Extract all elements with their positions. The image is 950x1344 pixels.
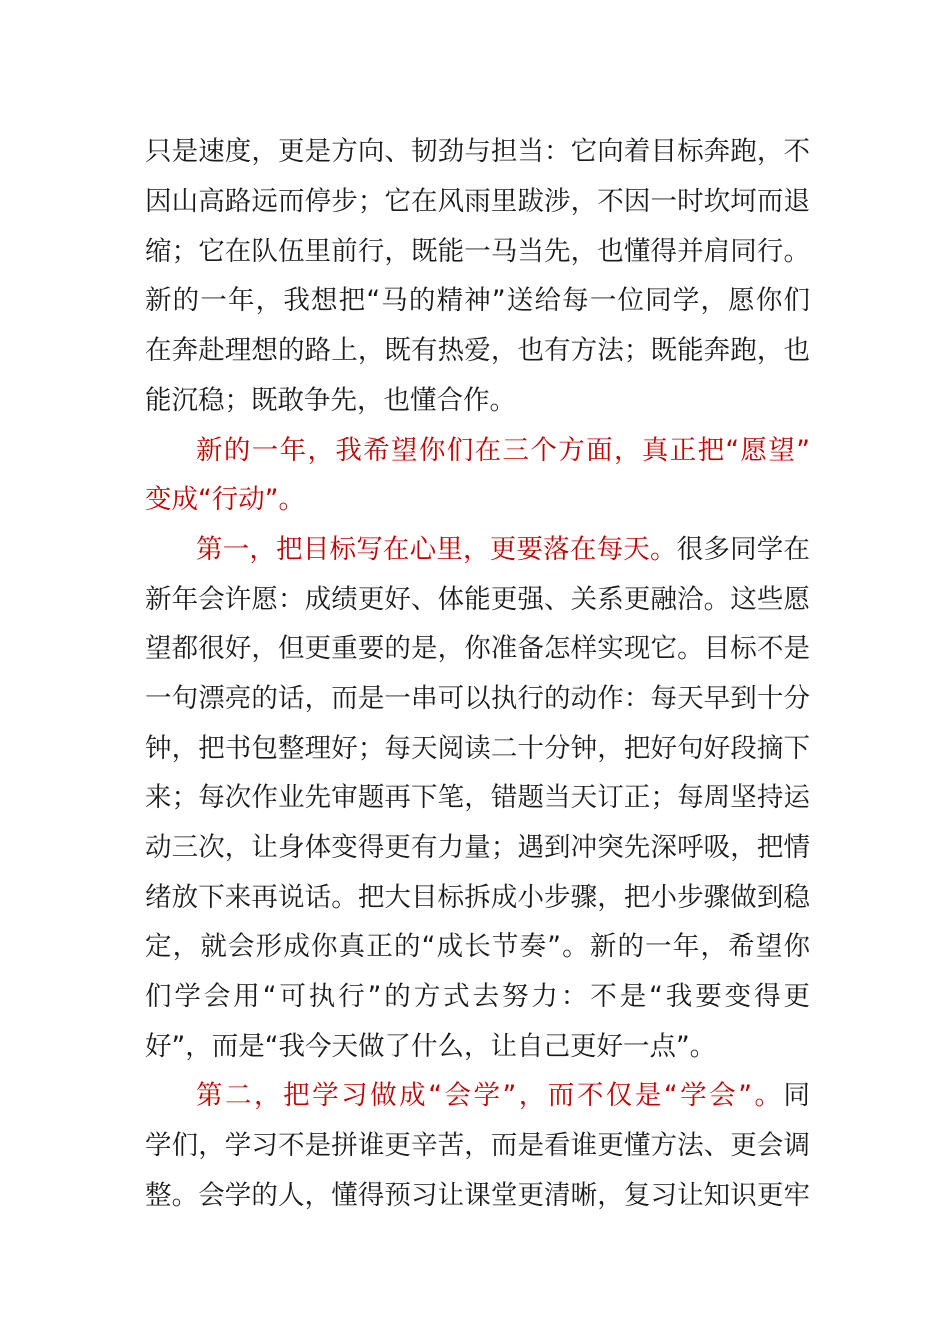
heading-line: [196, 426, 810, 476]
highlight-segment: 变成“行动”。: [145, 484, 305, 515]
text-line: [145, 276, 810, 326]
text-segment: 能沉稳；既敢争先，也懂合作。: [145, 385, 516, 416]
text-line: [145, 326, 810, 376]
text-line: [145, 823, 810, 873]
text-line: [145, 1022, 810, 1072]
text-segment: 定，就会形成你真正的“成长节奏”。新的一年，希望你: [145, 931, 810, 962]
text-segment: 望都很好，但更重要的是，你准备怎样实现它。目标不是: [145, 633, 810, 664]
text-line: [196, 1071, 810, 1121]
text-line: [145, 575, 810, 625]
highlight-segment: 第一，把目标写在心里，更要落在每天。: [196, 534, 677, 565]
text-line: [196, 525, 810, 575]
heading-line: [145, 475, 810, 525]
text-line: [145, 376, 810, 426]
text-line: [145, 674, 810, 724]
text-segment: 们学会用“可执行”的方式去努力：不是“我要变得更: [145, 981, 810, 1012]
text-line: [145, 227, 810, 277]
text-segment: 新年会许愿：成绩更好、体能更强、关系更融洽。这些愿: [145, 584, 810, 615]
text-segment: 因山高路远而停步；它在风雨里跋涉，不因一时坎坷而退: [145, 186, 810, 217]
text-line: [145, 972, 810, 1022]
text-segment: 绪放下来再说话。把大目标拆成小步骤，把小步骤做到稳: [145, 882, 810, 913]
text-segment: 一句漂亮的话，而是一串可以执行的动作：每天早到十分: [145, 683, 810, 714]
text-segment: 只是速度，更是方向、韧劲与担当：它向着目标奔跑，不: [145, 136, 810, 167]
text-segment: 新的一年，我想把“马的精神”送给每一位同学，愿你们: [145, 285, 810, 316]
text-line: [145, 873, 810, 923]
text-segment: 钟，把书包整理好；每天阅读二十分钟，把好句好段摘下: [145, 733, 810, 764]
text-line: [145, 773, 810, 823]
text-segment: 整。会学的人，懂得预习让课堂更清晰，复习让知识更牢: [145, 1180, 810, 1211]
text-segment: 动三次，让身体变得更有力量；遇到冲突先深呼吸，把情: [145, 832, 810, 863]
text-line: [145, 624, 810, 674]
text-line: [145, 177, 810, 227]
text-line: [145, 1171, 810, 1221]
text-segment: 学们，学习不是拼谁更辛苦，而是看谁更懂方法、更会调: [145, 1130, 810, 1161]
text-segment: 同: [783, 1080, 810, 1111]
text-segment: 在奔赴理想的路上，既有热爱，也有方法；既能奔跑，也: [145, 335, 810, 366]
text-segment: 好”，而是“我今天做了什么，让自己更好一点”。: [145, 1031, 717, 1062]
highlight-segment: 新的一年，我希望你们在三个方面，真正把“愿望”: [196, 435, 810, 466]
text-line: [145, 1121, 810, 1171]
text-line: [145, 724, 810, 774]
text-line: [145, 127, 810, 177]
text-segment: 缩；它在队伍里前行，既能一马当先，也懂得并肩同行。: [145, 236, 810, 267]
highlight-segment: 第二，把学习做成“会学”，而不仅是“学会”。: [196, 1080, 784, 1111]
text-line: [145, 922, 810, 972]
text-segment: 很多同学在: [676, 534, 811, 565]
text-segment: 来；每次作业先审题再下笔，错题当天订正；每周坚持运: [145, 782, 810, 813]
